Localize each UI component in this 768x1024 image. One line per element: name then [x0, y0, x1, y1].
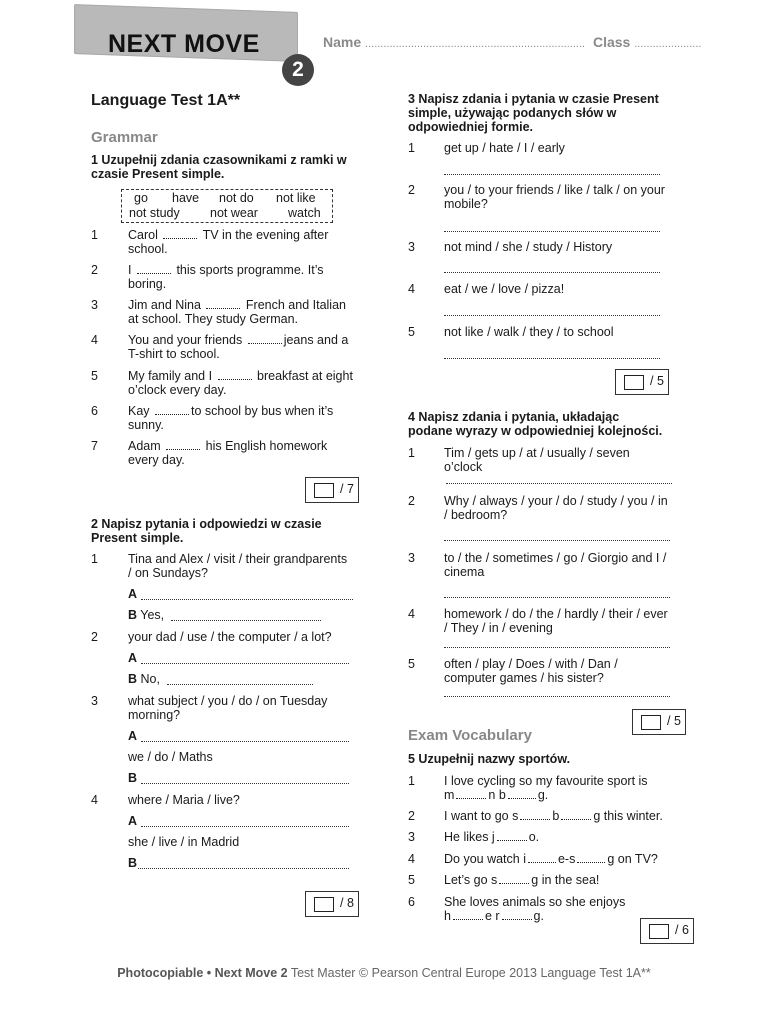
answer-line[interactable] — [141, 662, 349, 664]
score-box[interactable] — [314, 483, 334, 498]
ex3-heading: 3 Napisz zdania i pytania w czasie Present simple, używając podanych słów w odpowiedniej formie. — [408, 92, 659, 134]
logo-level-badge: 2 — [282, 54, 314, 86]
ex1-heading: 1 Uzupełnij zdania czasownikami z ramki w czasie Present simple. — [91, 153, 347, 181]
answer-line[interactable] — [444, 596, 670, 598]
answer-line[interactable] — [444, 357, 660, 359]
answer-line[interactable] — [167, 683, 313, 685]
score-box[interactable] — [314, 897, 334, 912]
name-label: Name — [323, 34, 362, 50]
ex1-item: 7 Adam his English homework every day. — [91, 439, 328, 467]
ex1-score: / 7 — [305, 477, 359, 503]
answer-line[interactable] — [444, 646, 670, 648]
answer-line[interactable] — [138, 867, 349, 869]
answer-line[interactable] — [444, 271, 660, 273]
answer-blank[interactable] — [163, 228, 197, 239]
ex2-heading: 2 Napisz pytania i odpowiedzi w czasie Present simple. — [91, 517, 322, 545]
letters-blank[interactable] — [497, 830, 527, 841]
answer-line[interactable] — [444, 539, 670, 541]
answer-line[interactable] — [444, 173, 660, 175]
score-box[interactable] — [641, 715, 661, 730]
ex3-score: / 5 — [615, 369, 669, 395]
ex1-item: 1 Carol TV in the evening after school. — [91, 228, 329, 256]
word-not-study: not study — [129, 206, 180, 220]
name-class-bar — [323, 34, 701, 50]
answer-line[interactable] — [444, 314, 660, 316]
letters-blank[interactable] — [577, 852, 605, 863]
ex2-score: / 8 — [305, 891, 359, 917]
next-move-logo — [74, 8, 304, 81]
letters-blank[interactable] — [561, 809, 591, 820]
footer: Photocopiable • Next Move 2 Test Master © Pearson Central Europe 2013 Language Test 1A** — [117, 966, 651, 980]
class-label: Class — [592, 34, 631, 50]
exam-vocabulary-section-title: Exam Vocabulary — [408, 727, 532, 744]
answer-line[interactable] — [446, 482, 672, 484]
ex1-item: 3 Jim and Nina French and Italian at school. They study German. — [91, 298, 346, 326]
class-field[interactable]: ...................... — [634, 38, 702, 50]
word-have: have — [172, 191, 200, 205]
letters-blank[interactable] — [456, 788, 486, 799]
answer-blank[interactable] — [218, 369, 252, 380]
answer-line[interactable] — [141, 740, 349, 742]
answer-line[interactable] — [141, 825, 349, 827]
ex4-score: / 5 — [632, 709, 686, 735]
answer-blank[interactable] — [155, 404, 189, 415]
word-not-like: not like — [276, 191, 316, 205]
letters-blank[interactable] — [453, 909, 483, 920]
ex1-item: 6 Kay to school by bus when it’s sunny. — [91, 404, 334, 432]
answer-line[interactable] — [141, 598, 353, 600]
letters-blank[interactable] — [502, 909, 532, 920]
answer-line[interactable] — [444, 695, 670, 697]
answer-line[interactable] — [444, 230, 660, 232]
name-field[interactable]: ........................................................................ — [365, 38, 586, 50]
word-not-wear: not wear — [210, 206, 258, 220]
logo-text: NEXT MOVE — [108, 30, 260, 58]
letters-blank[interactable] — [528, 852, 556, 863]
ex1-item: 2 I this sports programme. It’s boring. — [91, 263, 324, 291]
word-box — [121, 189, 333, 223]
word-watch: watch — [288, 206, 321, 220]
answer-line[interactable] — [141, 782, 349, 784]
letters-blank[interactable] — [508, 788, 536, 799]
answer-blank[interactable] — [166, 439, 200, 450]
ex1-item: 5 My family and I breakfast at eight o’clock every day. — [91, 369, 353, 397]
answer-blank[interactable] — [248, 333, 282, 344]
answer-blank[interactable] — [206, 298, 240, 309]
letters-blank[interactable] — [520, 809, 550, 820]
ex1-item: 4 You and your friends jeans and a T-shirt to school. — [91, 333, 349, 361]
ex5-score: / 6 — [640, 918, 694, 944]
page-title: Language Test 1A** — [91, 92, 241, 109]
answer-blank[interactable] — [137, 263, 171, 274]
ex5-heading: 5 Uzupełnij nazwy sportów. — [408, 752, 571, 766]
ex4-heading: 4 Napisz zdania i pytania, układając podane wyrazy w odpowiedniej kolejności. — [408, 410, 663, 438]
answer-line[interactable] — [171, 619, 321, 621]
letters-blank[interactable] — [499, 873, 529, 884]
score-box[interactable] — [649, 924, 669, 939]
word-not-do: not do — [219, 191, 254, 205]
grammar-section-title: Grammar — [91, 129, 158, 146]
word-go: go — [134, 191, 148, 205]
score-box[interactable] — [624, 375, 644, 390]
